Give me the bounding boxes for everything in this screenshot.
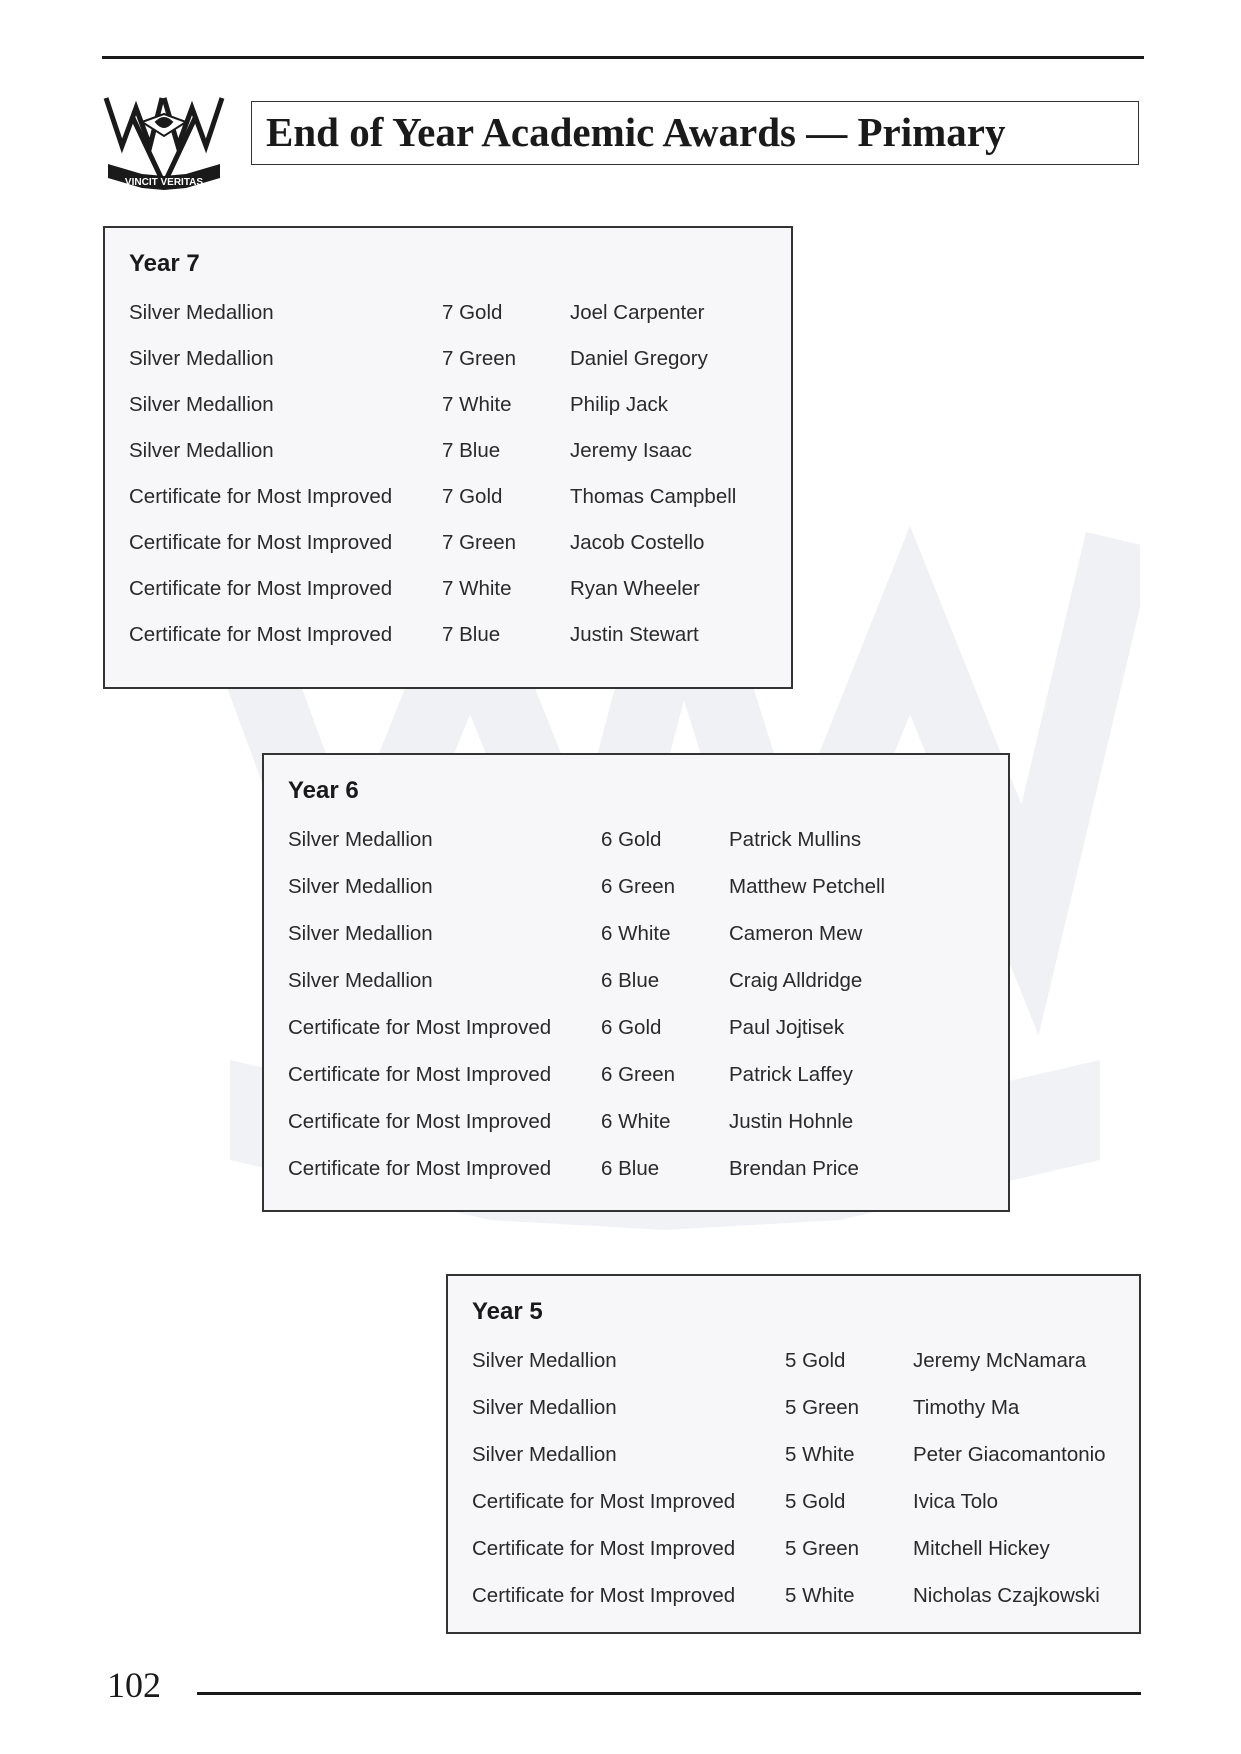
award-cell: Silver Medallion [288, 969, 433, 992]
award-cell: Certificate for Most Improved [129, 485, 393, 508]
award-cell: Certificate for Most Improved [288, 1157, 552, 1180]
award-cell: Certificate for Most Improved [472, 1584, 736, 1607]
recipient-cell: Craig Alldridge [729, 969, 863, 992]
award-cell: Silver Medallion [288, 875, 433, 898]
recipient-cell: Matthew Petchell [729, 875, 886, 898]
award-cell: Silver Medallion [472, 1396, 617, 1419]
class-cell: 7 White [442, 393, 512, 416]
class-cell: 7 Green [442, 531, 517, 554]
section-title: Year 7 [129, 250, 200, 277]
award-cell: Certificate for Most Improved [129, 531, 393, 554]
recipient-cell: Philip Jack [570, 393, 668, 416]
recipient-cell: Ivica Tolo [913, 1490, 999, 1513]
recipient-cell: Jeremy McNamara [913, 1349, 1087, 1372]
class-cell: 6 Gold [601, 828, 662, 851]
recipient-cell: Daniel Gregory [570, 347, 708, 370]
recipient-cell: Jeremy Isaac [570, 439, 692, 462]
recipient-cell: Mitchell Hickey [913, 1537, 1050, 1560]
year-5-awards-box [446, 1274, 1141, 1634]
class-cell: 5 Gold [785, 1349, 846, 1372]
award-cell: Silver Medallion [288, 922, 433, 945]
class-cell: 5 White [785, 1443, 855, 1466]
recipient-cell: Joel Carpenter [570, 301, 705, 324]
title-box [251, 101, 1139, 165]
class-cell: 5 White [785, 1584, 855, 1607]
school-crest-icon [102, 92, 226, 198]
award-cell: Certificate for Most Improved [472, 1537, 736, 1560]
recipient-cell: Paul Jojtisek [729, 1016, 845, 1039]
year-6-awards-box [262, 753, 1010, 1212]
class-cell: 6 Gold [601, 1016, 662, 1039]
section-title: Year 6 [288, 777, 359, 804]
class-cell: 7 Blue [442, 439, 501, 462]
recipient-cell: Peter Giacomantonio [913, 1443, 1106, 1466]
logo-motto: VINCIT VERITAS [124, 177, 204, 188]
award-cell: Silver Medallion [129, 439, 274, 462]
recipient-cell: Justin Stewart [570, 623, 699, 646]
award-cell: Silver Medallion [472, 1349, 617, 1372]
bottom-rule [197, 1692, 1141, 1695]
award-cell: Certificate for Most Improved [288, 1016, 552, 1039]
class-cell: 5 Green [785, 1537, 860, 1560]
award-cell: Certificate for Most Improved [288, 1110, 552, 1133]
class-cell: 6 White [601, 922, 671, 945]
award-cell: Certificate for Most Improved [472, 1490, 736, 1513]
award-cell: Certificate for Most Improved [129, 623, 393, 646]
page-title: End of Year Academic Awards — Primary [266, 109, 1006, 155]
class-cell: 6 Blue [601, 969, 660, 992]
recipient-cell: Jacob Costello [570, 531, 705, 554]
recipient-cell: Nicholas Czajkowski [913, 1584, 1100, 1607]
class-cell: 7 Green [442, 347, 517, 370]
recipient-cell: Patrick Laffey [729, 1063, 853, 1086]
recipient-cell: Thomas Campbell [570, 485, 737, 508]
award-cell: Certificate for Most Improved [129, 577, 393, 600]
recipient-cell: Cameron Mew [729, 922, 863, 945]
year-7-awards-box [103, 226, 793, 689]
recipient-cell: Patrick Mullins [729, 828, 862, 851]
recipient-cell: Brendan Price [729, 1157, 859, 1180]
class-cell: 6 White [601, 1110, 671, 1133]
top-rule [102, 56, 1144, 59]
recipient-cell: Ryan Wheeler [570, 577, 700, 600]
section-title: Year 5 [472, 1298, 543, 1325]
award-cell: Certificate for Most Improved [288, 1063, 552, 1086]
class-cell: 7 Blue [442, 623, 501, 646]
award-cell: Silver Medallion [472, 1443, 617, 1466]
page-number: 102 [107, 1665, 161, 1705]
class-cell: 5 Green [785, 1396, 860, 1419]
class-cell: 6 Blue [601, 1157, 660, 1180]
class-cell: 6 Green [601, 875, 676, 898]
class-cell: 5 Gold [785, 1490, 846, 1513]
award-cell: Silver Medallion [129, 301, 274, 324]
class-cell: 7 White [442, 577, 512, 600]
award-cell: Silver Medallion [129, 393, 274, 416]
award-cell: Silver Medallion [129, 347, 274, 370]
recipient-cell: Timothy Ma [913, 1396, 1020, 1419]
award-cell: Silver Medallion [288, 828, 433, 851]
class-cell: 6 Green [601, 1063, 676, 1086]
recipient-cell: Justin Hohnle [729, 1110, 854, 1133]
class-cell: 7 Gold [442, 485, 503, 508]
class-cell: 7 Gold [442, 301, 503, 324]
